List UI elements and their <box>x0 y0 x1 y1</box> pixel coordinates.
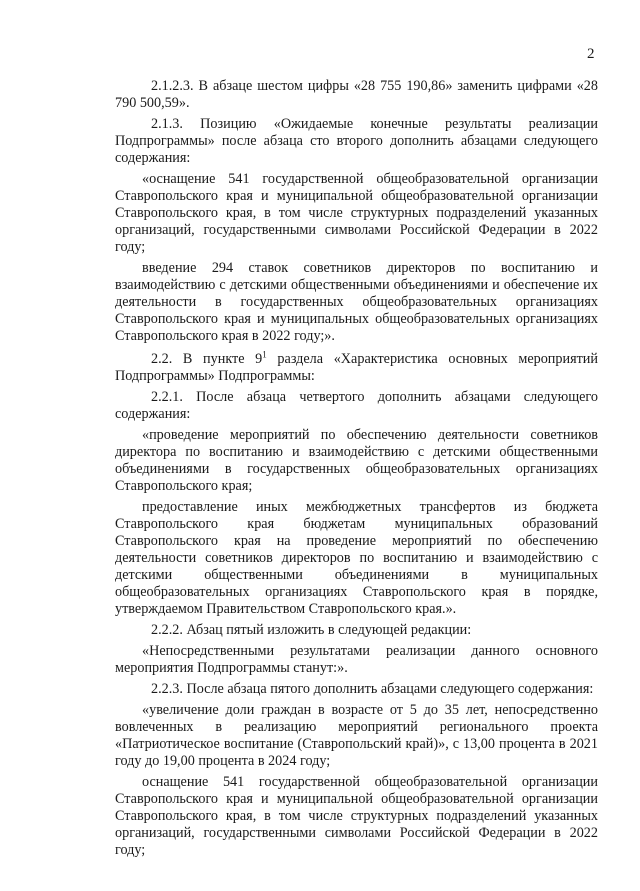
paragraph-direct-results: «Непосредственными результатами реализации данного основного мероприятия Подпрограммы станут:». <box>115 643 598 676</box>
paragraph-2-1-3: 2.1.3. Позицию «Ожидаемые конечные результаты реализации Подпрограммы» после абзаца сто второго дополнить абзацами следующего содержания: <box>115 116 598 166</box>
paragraph-2-2-end: раздела «Характеристика основных мероприятий Подпрограммы» Подпрограммы: <box>115 351 598 384</box>
paragraph-equipment-symbols-2: оснащение 541 государственной общеобразовательной организации Ставропольского края и муниципальной общеобразовательной организации Ставропольского края, в том числе структурных подразделений указанных организаций, государственными символами Российской Федерации в 2022 году; <box>115 774 598 858</box>
paragraph-youth-share: «увеличение доли граждан в возрасте от 5 до 35 лет, непосредственно вовлеченных в реализацию мероприятий регионального проекта «Патриотическое воспитание (Ставропольский край)», с 13,00 процента в 2021 году до 19,00 процента в 2024 году; <box>115 702 598 769</box>
paragraph-equipment-symbols: «оснащение 541 государственной общеобразовательной организации Ставропольского края и муниципальной общеобразовательной организации Ставропольского края, в том числе структурных подразделений указанных организаций, государственными символами Российской Федерации в 2022 году; <box>115 171 598 255</box>
paragraph-advisors-rates: введение 294 ставок советников директоров по воспитанию и взаимодействию с детскими общественными объединениями и обеспечение их деятельности в государственных общеобразовательных организациях Ставропольского края и муниципальных общеобразовательных организациях Ставропольского края в 2022 году;». <box>115 260 598 344</box>
paragraph-2-2-1: 2.2.1. После абзаца четвертого дополнить абзацами следующего содержания: <box>115 389 598 422</box>
paragraph-advisor-activities: «проведение мероприятий по обеспечению деятельности советников директора по воспитанию и взаимодействию с детскими общественными объединениями в государственных общеобразовательных организациях Ставропольского края; <box>115 427 598 494</box>
superscript-one: 1 <box>262 349 267 360</box>
paragraph-2-2 <box>115 351 598 385</box>
page-number: 2 <box>587 46 595 62</box>
paragraph-2-1-2-3: 2.1.2.3. В абзаце шестом цифры «28 755 190,86» заменить цифрами «28 790 500,59». <box>115 78 598 111</box>
document-body <box>115 78 598 863</box>
paragraph-2-2-2: 2.2.2. Абзац пятый изложить в следующей редакции: <box>151 622 472 638</box>
paragraph-interbudget-transfers: предоставление иных межбюджетных трансфертов из бюджета Ставропольского края бюджетам муниципальных образований Ставропольского края на проведение мероприятий по обеспечению деятельности советников директоров по воспитанию и взаимодействию с детскими общественными объединениями в муниципальных общеобразовательных организациях Ставропольского края в порядке, утверждаемом Правительством Ставропольского края.». <box>115 499 598 617</box>
paragraph-2-2-3: 2.2.3. После абзаца пятого дополнить абзацами следующего содержания: <box>151 681 594 697</box>
paragraph-2-2-start: 2.2. В пункте 9 <box>151 351 263 367</box>
